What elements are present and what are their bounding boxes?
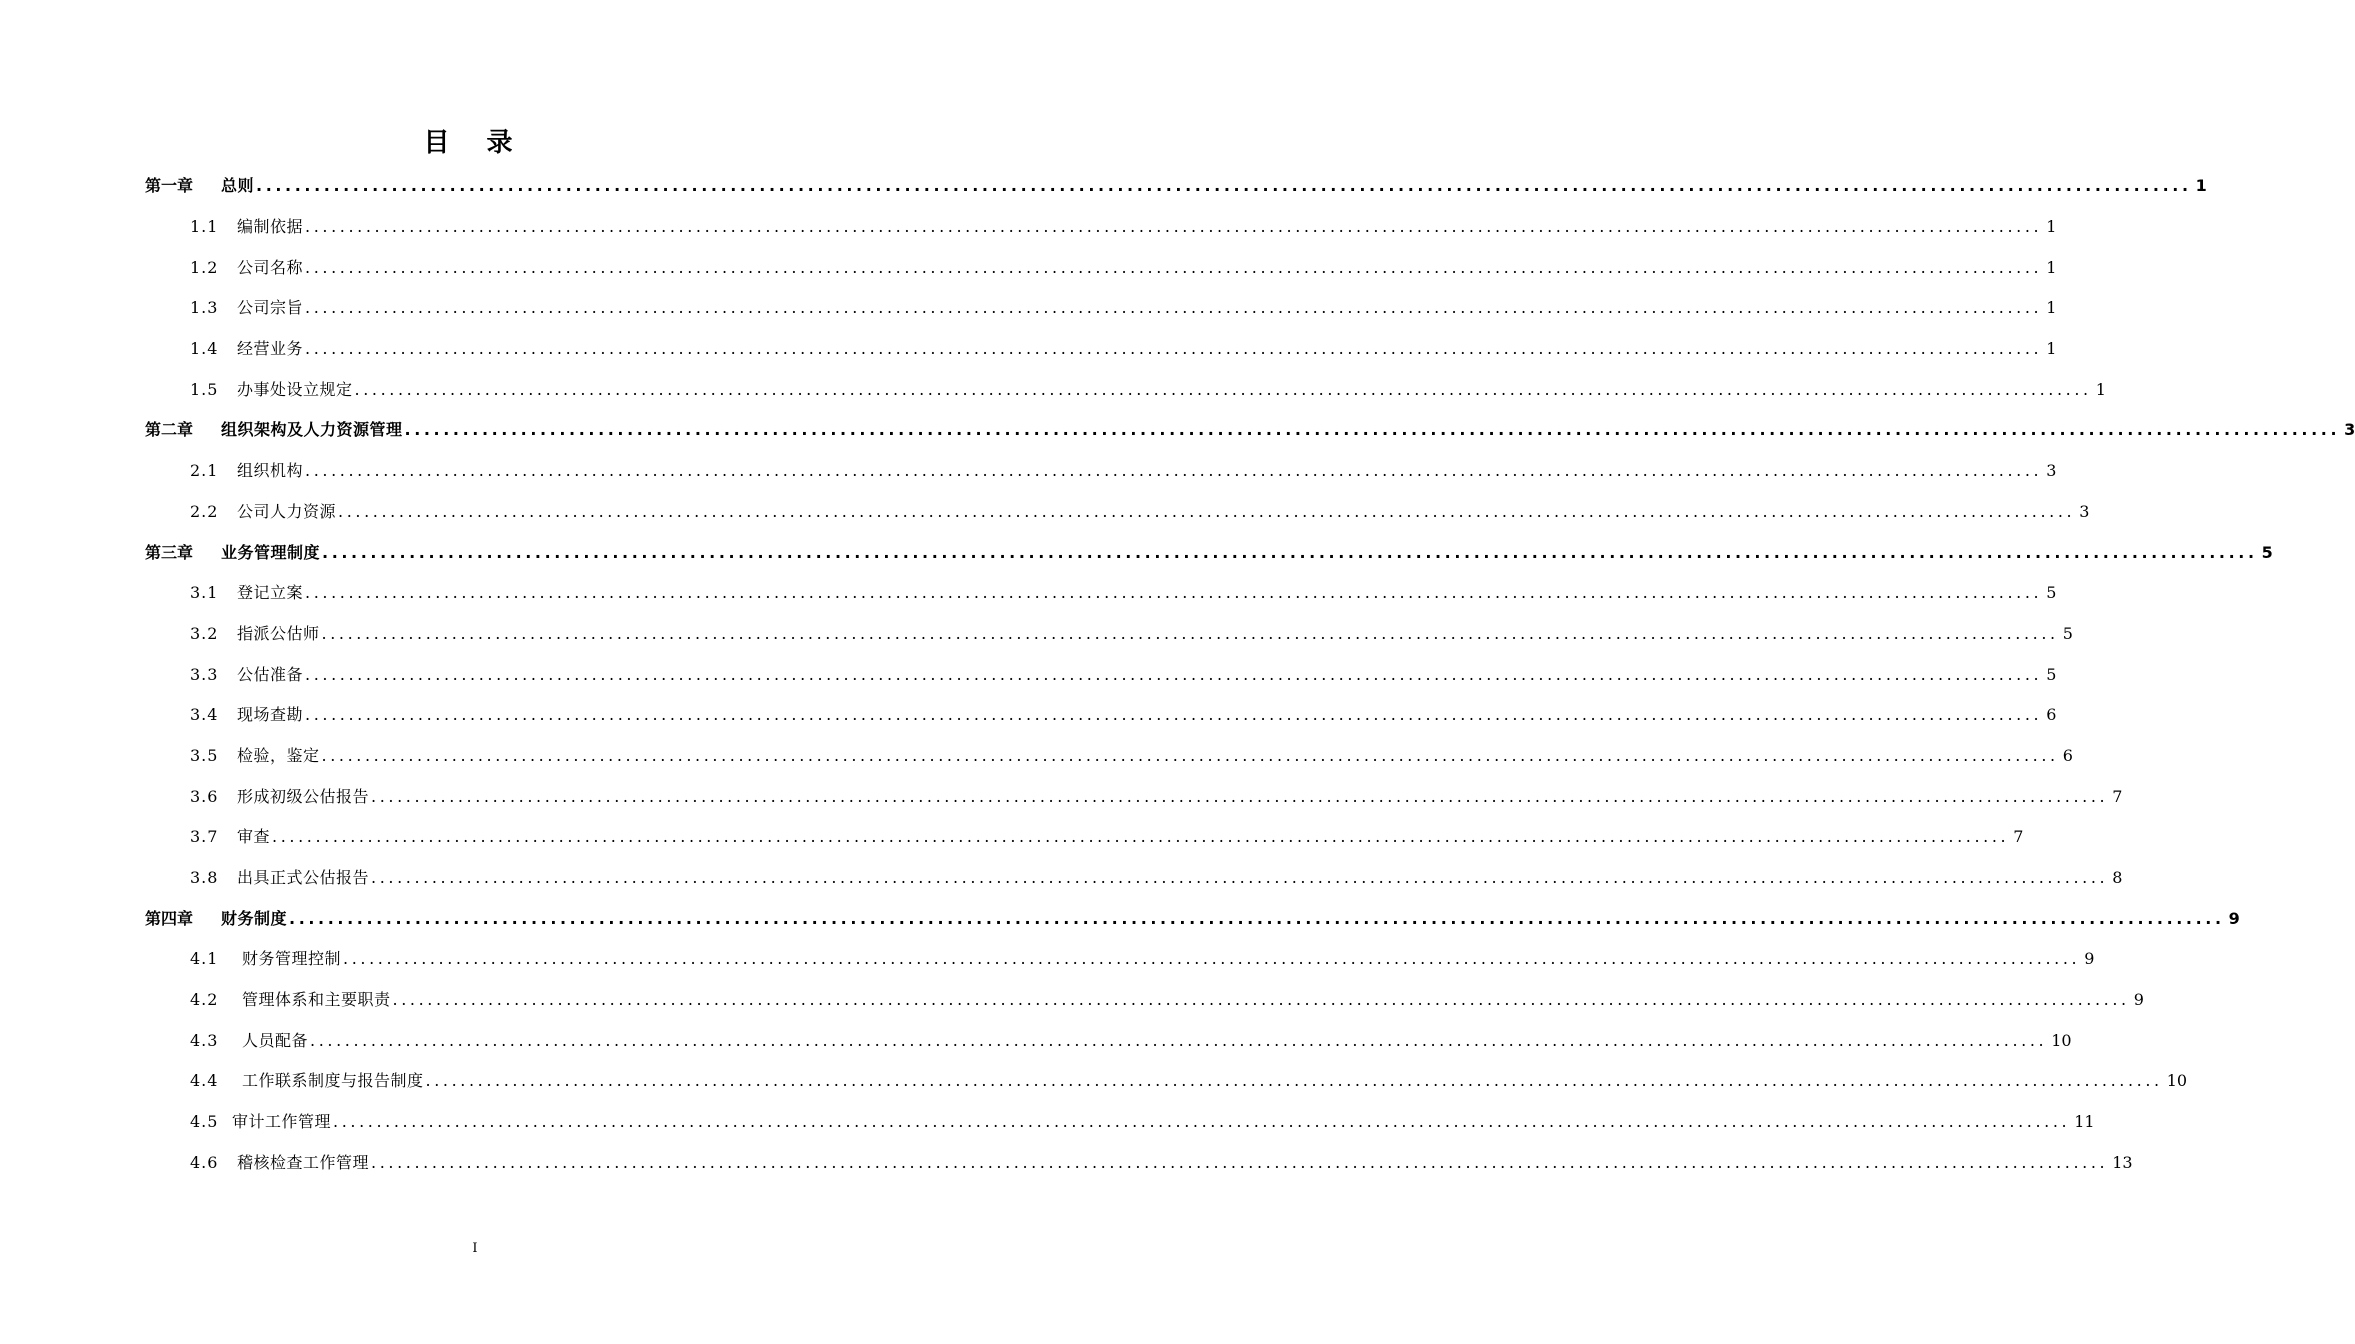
- toc-entry-title: 经营业务: [237, 339, 304, 359]
- toc-section-entry[interactable]: [0, 288, 2057, 329]
- toc-entry-label: [190, 502, 336, 522]
- toc-entry-label: [190, 990, 391, 1010]
- toc-section-entry[interactable]: [0, 1061, 2188, 1102]
- toc-section-entry[interactable]: [0, 1143, 2133, 1184]
- toc-entry-number: 3.5: [190, 745, 219, 765]
- toc-entry-label: [190, 298, 303, 318]
- toc-page-number: 9: [2228, 908, 2240, 928]
- toc-entry-label: [190, 949, 341, 969]
- toc-entry-title: 公司名称: [237, 257, 304, 277]
- toc-chapter-entry[interactable]: [0, 532, 2273, 573]
- toc-entry-title: 工作联系制度与报告制度: [242, 1071, 424, 1091]
- toc-entry-label: [190, 827, 270, 847]
- toc-page-number: 1: [2046, 339, 2057, 359]
- toc-entry-title: 审查: [237, 827, 271, 847]
- toc-entry-title: 人员配备: [242, 1030, 309, 1050]
- toc-entry-title: 稽核检查工作管理: [237, 1152, 370, 1172]
- toc-entry-label: [190, 258, 303, 278]
- toc-dot-leader: ........................................................................................................................................................................................................: [371, 1152, 2109, 1172]
- toc-dot-leader: ........................................................................................................................................................................................................: [305, 298, 2043, 318]
- toc-section-entry[interactable]: [0, 492, 2090, 533]
- toc-page-number: 7: [2013, 827, 2024, 847]
- toc-section-entry[interactable]: [0, 207, 2057, 248]
- toc-dot-leader: ........................................................................................................................................................................................................: [321, 623, 2059, 643]
- toc-section-entry[interactable]: [0, 1020, 2072, 1061]
- toc-section-entry[interactable]: [0, 939, 2095, 980]
- toc-entry-title: 审计工作管理: [232, 1112, 332, 1132]
- toc-dot-leader: ........................................................................................................................................................................................................: [321, 745, 2059, 765]
- toc-page-number: 1: [2046, 257, 2057, 277]
- toc-section-entry[interactable]: [0, 980, 2144, 1021]
- toc-dot-leader: ........................................................................................................................................................................................................: [305, 664, 2043, 684]
- toc-page-number: 1: [2195, 176, 2207, 196]
- toc-dot-leader: ........................................................................................................................................................................................................: [272, 827, 2010, 847]
- toc-page-number: 6: [2062, 745, 2073, 765]
- toc-dot-leader: ........................................................................................................................................................................................................: [371, 868, 2109, 888]
- toc-page-number: 5: [2046, 664, 2057, 684]
- toc-dot-leader: ........................................................................................................................................................................................................: [425, 1071, 2163, 1091]
- toc-entry-title: 编制依据: [237, 217, 304, 237]
- toc-section-entry[interactable]: [0, 247, 2057, 288]
- toc-dot-leader: ........................................................................................................................................................................................................: [338, 501, 2076, 521]
- toc-page-number: 9: [2084, 949, 2095, 969]
- toc-entry-number: 1.3: [190, 298, 219, 318]
- toc-page-number: 8: [2112, 868, 2123, 888]
- toc-entry-title: 形成初级公估报告: [237, 786, 370, 806]
- toc-entry-label: [190, 1031, 308, 1051]
- toc-page-number: 7: [2112, 786, 2123, 806]
- toc-section-entry[interactable]: [0, 369, 2106, 410]
- toc-entry-title: 财务管理控制: [242, 949, 342, 969]
- toc-entry-number: 第三章: [145, 542, 194, 562]
- toc-page-number: 1: [2095, 379, 2106, 399]
- toc-entry-label: [190, 624, 320, 644]
- toc-entry-title: 财务制度: [221, 908, 288, 928]
- toc-dot-leader: ........................................................................................................................................................................................................: [289, 908, 2225, 928]
- toc-page-number: 6: [2046, 705, 2057, 725]
- toc-entry-title: 指派公估师: [237, 623, 320, 643]
- toc-dot-leader: ........................................................................................................................................................................................................: [305, 461, 2043, 481]
- toc-entry-label: [145, 176, 254, 196]
- toc-page-number: 5: [2062, 623, 2073, 643]
- toc-entry-number: 3.6: [190, 786, 219, 806]
- toc-entry-number: 3.7: [190, 827, 219, 847]
- toc-entry-label: [145, 420, 403, 440]
- toc-entry-title: 组织机构: [237, 461, 304, 481]
- toc-entry-number: 4.6: [190, 1152, 219, 1172]
- toc-page-number: 13: [2112, 1152, 2133, 1172]
- toc-section-entry[interactable]: [0, 695, 2057, 736]
- toc-section-entry[interactable]: [0, 1102, 2095, 1143]
- toc-dot-leader: ........................................................................................................................................................................................................: [305, 257, 2043, 277]
- toc-entry-label: [190, 217, 303, 237]
- toc-entry-title: 总则: [221, 176, 255, 196]
- toc-entry-label: [190, 583, 303, 603]
- toc-entry-number: 3.8: [190, 868, 219, 888]
- page-title: 目 录: [423, 128, 527, 158]
- toc-entry-title: 公司人力资源: [237, 501, 337, 521]
- toc-entry-label: [145, 909, 287, 929]
- toc-entry-label: [145, 543, 320, 563]
- toc-section-entry[interactable]: [0, 736, 2073, 777]
- toc-section-entry[interactable]: [0, 858, 2123, 899]
- toc-dot-leader: ........................................................................................................................................................................................................: [404, 420, 2341, 440]
- toc-entry-number: 4.5: [190, 1112, 219, 1132]
- toc-entry-number: 3.4: [190, 705, 219, 725]
- toc-page-number: 10: [2051, 1030, 2072, 1050]
- toc-entry-label: [190, 705, 303, 725]
- toc-dot-leader: ........................................................................................................................................................................................................: [305, 339, 2043, 359]
- toc-section-entry[interactable]: [0, 451, 2057, 492]
- toc-section-entry[interactable]: [0, 573, 2057, 614]
- toc-dot-leader: ........................................................................................................................................................................................................: [310, 1030, 2048, 1050]
- toc-entry-label: [190, 746, 320, 766]
- toc-dot-leader: ........................................................................................................................................................................................................: [305, 217, 2043, 237]
- toc-chapter-entry[interactable]: [0, 166, 2207, 207]
- toc-entry-number: 4.1: [190, 949, 219, 969]
- toc-dot-leader: ........................................................................................................................................................................................................: [305, 705, 2043, 725]
- toc-page-number: 11: [2074, 1112, 2095, 1132]
- toc-entry-title: 登记立案: [237, 583, 304, 603]
- toc-page-number: 5: [2261, 542, 2273, 562]
- toc-entry-number: 1.1: [190, 217, 219, 237]
- toc-entry-label: [190, 665, 303, 685]
- toc-dot-leader: ........................................................................................................................................................................................................: [392, 990, 2130, 1010]
- toc-page-number: 3: [2046, 461, 2057, 481]
- toc-entry-number: 第一章: [145, 176, 194, 196]
- toc-dot-leader: ........................................................................................................................................................................................................: [322, 542, 2258, 562]
- toc-entry-number: 2.2: [190, 501, 219, 521]
- toc-entry-title: 出具正式公估报告: [237, 868, 370, 888]
- toc-section-entry[interactable]: [0, 776, 2123, 817]
- toc-entry-label: [190, 1112, 331, 1132]
- toc-entry-number: 第二章: [145, 420, 194, 440]
- toc-entry-number: 3.1: [190, 583, 219, 603]
- toc-entry-label: [190, 339, 303, 359]
- toc-page-number: 9: [2133, 990, 2144, 1010]
- toc-page-number: 1: [2046, 298, 2057, 318]
- toc-page-number: 5: [2046, 583, 2057, 603]
- toc-entry-number: 1.5: [190, 379, 219, 399]
- toc-list: [0, 166, 2355, 1183]
- toc-entry-title: 办事处设立规定: [237, 379, 353, 399]
- toc-page-number: 1: [2046, 217, 2057, 237]
- toc-entry-title: 现场查勘: [237, 705, 304, 725]
- toc-dot-leader: ........................................................................................................................................................................................................: [333, 1112, 2071, 1132]
- toc-section-entry[interactable]: [0, 817, 2024, 858]
- toc-chapter-entry[interactable]: [0, 898, 2240, 939]
- toc-dot-leader: ........................................................................................................................................................................................................: [343, 949, 2081, 969]
- toc-section-entry[interactable]: [0, 614, 2073, 655]
- toc-entry-label: [190, 787, 369, 807]
- toc-dot-leader: ........................................................................................................................................................................................................: [371, 786, 2109, 806]
- toc-dot-leader: ........................................................................................................................................................................................................: [354, 379, 2092, 399]
- toc-entry-title: 公估准备: [237, 664, 304, 684]
- toc-entry-number: 3.2: [190, 623, 219, 643]
- toc-section-entry[interactable]: [0, 654, 2057, 695]
- toc-entry-number: 4.2: [190, 990, 219, 1010]
- toc-page-number: 10: [2166, 1071, 2188, 1091]
- toc-entry-label: [190, 1153, 369, 1173]
- toc-entry-number: 第四章: [145, 908, 194, 928]
- toc-entry-title: 检验，鉴定: [237, 745, 320, 765]
- toc-entry-title: 业务管理制度: [221, 542, 321, 562]
- toc-entry-number: 4.3: [190, 1030, 219, 1050]
- toc-entry-number: 2.1: [190, 461, 219, 481]
- toc-dot-leader: ........................................................................................................................................................................................................: [305, 583, 2043, 603]
- page-number-footer: I: [472, 1241, 478, 1256]
- toc-entry-label: [190, 380, 353, 400]
- toc-chapter-entry[interactable]: [0, 410, 2355, 451]
- toc-entry-number: 4.4: [190, 1071, 219, 1091]
- toc-entry-label: [190, 868, 369, 888]
- toc-entry-label: [190, 461, 303, 481]
- toc-entry-label: [190, 1071, 424, 1091]
- toc-entry-number: 1.4: [190, 339, 219, 359]
- toc-entry-title: 组织架构及人力资源管理: [221, 420, 403, 440]
- toc-section-entry[interactable]: [0, 329, 2057, 370]
- toc-entry-number: 3.3: [190, 664, 219, 684]
- toc-entry-title: 公司宗旨: [237, 298, 304, 318]
- toc-page-number: 3: [2079, 501, 2090, 521]
- toc-page-number: 3: [2344, 420, 2355, 440]
- toc-dot-leader: ........................................................................................................................................................................................................: [256, 176, 2192, 196]
- toc-entry-number: 1.2: [190, 257, 219, 277]
- toc-entry-title: 管理体系和主要职责: [242, 990, 391, 1010]
